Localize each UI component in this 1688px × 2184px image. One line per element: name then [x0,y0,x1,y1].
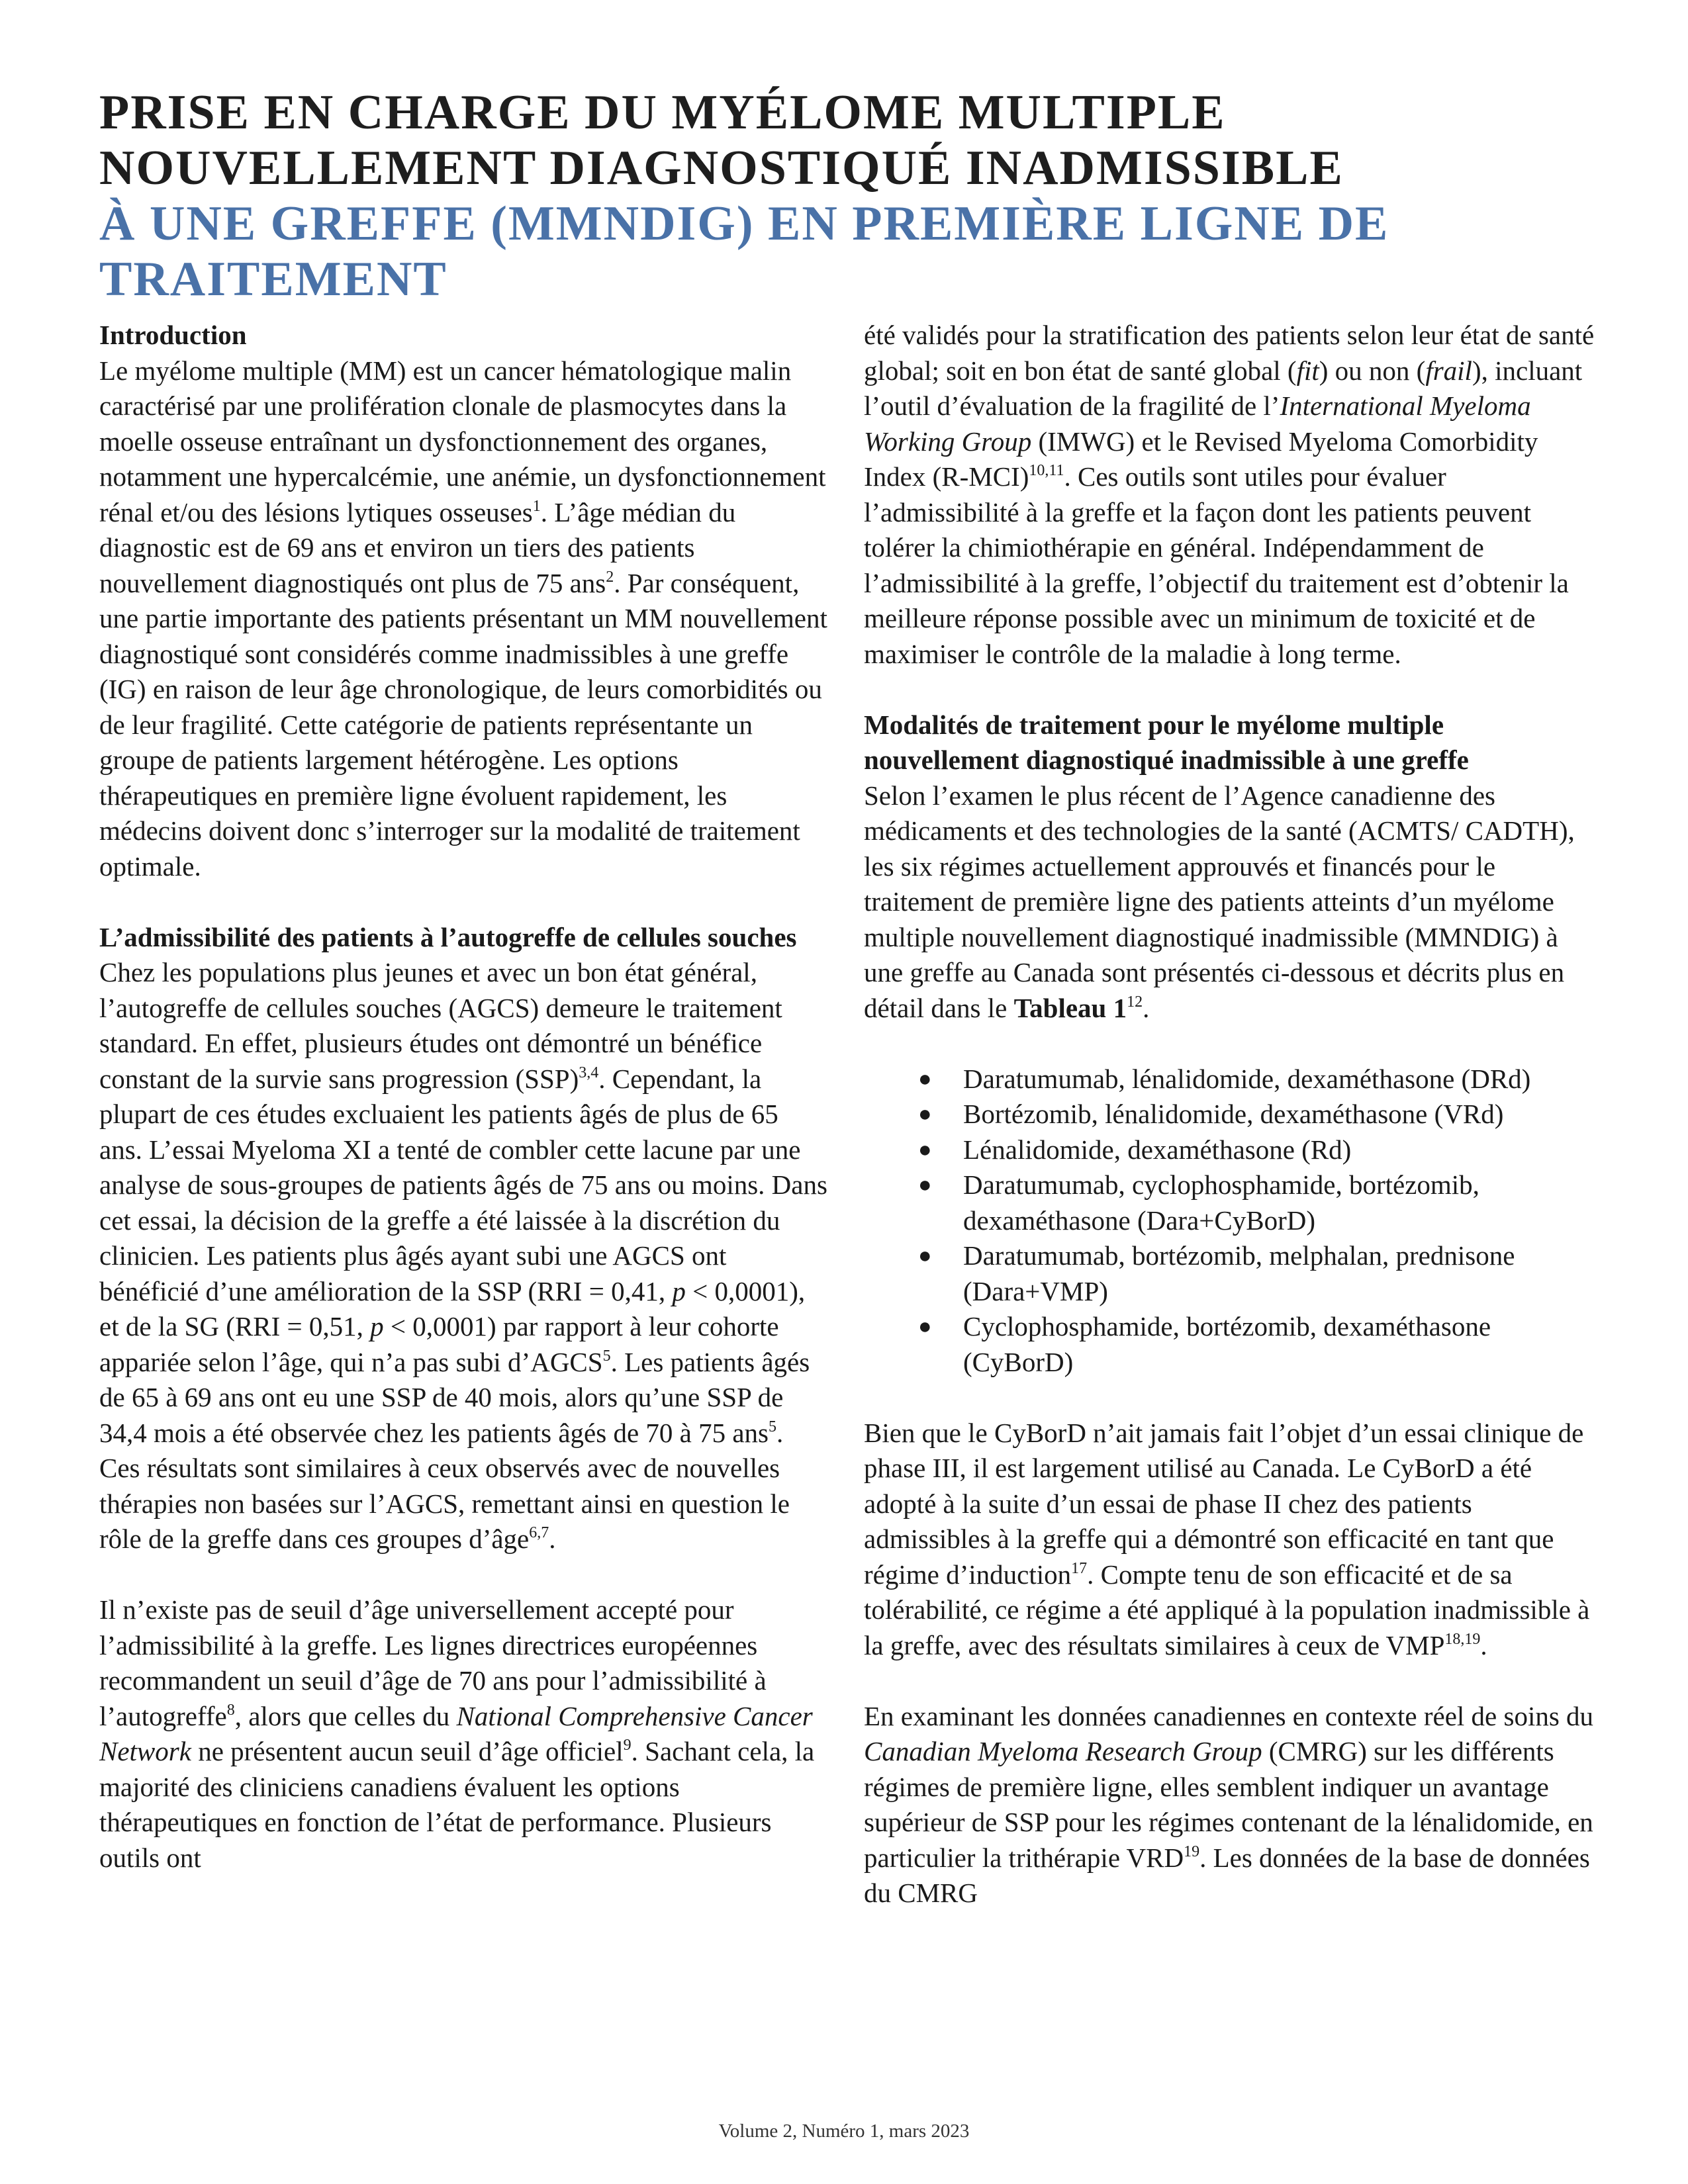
modalities-paragraph: Selon l’examen le plus récent de l’Agence canadienne des médicaments et des technologies de la santé (ACMTS/ CADTH), les six régimes actuellement approuvés et financés pour le traitement de première ligne des patients atteints d’un myélome multiple nouvellement diagnostiqué inadmissible (MMNDIG) à une greffe au Canada sont présentés ci-dessous et décrits plus en détail dans le Tableau $1^{12}$. [864,780,1575,1023]
page-title [99,85,1595,307]
introduction-heading: Introduction [99,320,247,350]
cybord-paragraph: Bien que le CyBorD n’ait jamais fait l’objet d’un essai clinique de phase III, il est largement utilisé au Canada. Le CyBorD a été adopté à la suite d’un essai de phase II chez des patients admissibles à la greffe qui a démontré son efficacité en tant que régime d’induction$^{17}$. Compte tenu de son efficacité et de sa tolérabilité, ce régime a été appliqué à la population inadmissible à la greffe, avec des résultats similaires à ceux de VMP$^{18,19}$. [864,1417,1590,1661]
cmrg-paragraph: En examinant les données canadiennes en contexte réel de soins du Canadian Myeloma Research Group (CMRG) sur les différents régimes de première ligne, elles semblent indiquer un avantage supérieur de SSP pour les régimes contenant de la lénalidomide, en particulier la trithérapie VRD$^{19}$. Les données de la base de données du CMRG [864,1700,1594,1908]
list-item: ● Cyclophosphamide, bortézomib, dexaméthasone (CyBorD) [864,1309,1599,1380]
table-1-reference: Tableau 1 [1013,992,1127,1023]
regimen-list [864,1062,1599,1381]
eligibility-paragraph: Chez les populations plus jeunes et avec un bon état général, l’autogreffe de cellules souches (AGCS) demeure le traitement standard. En effet, plusieurs études ont démontré un bénéfice constant de la survie sans progression (SSP)$^{3,4}$. Cependant, la plupart de ces études excluaient les patients âgés de plus de 65 ans. L’essai Myeloma XI a tenté de combler cette lacune par une analyse de sous-groupes de patients âgés de 75 ans ou moins. Dans cet essai, la décision de la greffe a été laissée à la discrétion du clinicien. Les patients plus âgés ayant subi une AGCS ont bénéficié d’une amélioration de la SSP (RRI = 0,41, p < 0,0001), et de la SG (RRI = 0,51, p < 0,0001) par rapport à leur cohorte appariée selon l’âge, qui n’a pas subi d’AGCS$^5$. Les patients âgés de 65 à 69 ans ont eu une SSP de 40 mois, alors qu’une SSP de 34,4 mois a été observée chez les patients âgés de 70 à 75 ans$^5$. Ces résultats sont similaires à ceux observés avec de nouvelles thérapies non basées sur l’AGCS, remettant ainsi en question le rôle de la greffe dans ces groupes d’âge$^{6,7}$. [99,957,827,1554]
list-item: ● Daratumumab, lénalidomide, dexaméthasone (DRd) [864,1062,1599,1097]
age-threshold-paragraph: Il n’existe pas de seuil d’âge universellement accepté pour l’admissibilité à la greffe. Les lignes directrices européennes recommandent un seuil d’âge de 70 ans pour l’admissibilité à l’autogreffe$^8$, alors que celles du National Comprehensive Cancer Network ne présentent aucun seuil d’âge officiel$^9$. Sachant cela, la majorité des cliniciens canadiens évaluent les options thérapeutiques en fonction de l’état de performance. Plusieurs outils ont [99,1594,815,1873]
modalities-heading: Modalités de traitement pour le myélome multiple nouvellement diagnostiqué inadmissible à une greffe [864,709,1469,775]
right-column [864,318,1599,1911]
eligibility-heading: L’admissibilité des patients à l’autogreffe de cellules souches [99,921,797,952]
page-footer: Volume 2, Numéro 1, mars 2023 [718,2120,970,2142]
title-line-2: NOUVELLEMENT DIAGNOSTIQUÉ INADMISSIBLE [99,141,1344,195]
title-line-4: TRAITEMENT [99,252,447,306]
list-item: ● Lénalidomide, dexaméthasone (Rd) [864,1132,1599,1168]
title-line-1: PRISE EN CHARGE DU MYÉLOME MULTIPLE [99,85,1226,140]
left-column [99,318,827,1876]
tools-paragraph: été validés pour la stratification des patients selon leur état de santé global; soit en bon état de santé global (fit) ou non (frail), incluant l’outil d’évaluation de la fragilité de l’International Myeloma Working Group (IMWG) et le Revised Myeloma Comorbidity Index $(R-MCI)^{10,11}$. Ces outils sont utiles pour évaluer l’admissibilité à la greffe et la façon dont les patients peuvent tolérer la chimiothérapie en général. Indépendamment de l’admissibilité à la greffe, l’objectif du traitement est d’obtenir la meilleure réponse possible avec un minimum de toxicité et de maximiser le contrôle de la maladie à long terme. [864,320,1595,669]
list-item: ● Daratumumab, cyclophosphamide, bortézomib, dexaméthasone (Dara+CyBorD) [864,1167,1599,1238]
introduction-paragraph: Le myélome multiple (MM) est un cancer hématologique malin caractérisé par une prolifération clonale de plasmocytes dans la moelle osseuse entraînant un dysfonctionnement des organes, notamment une hypercalcémie, une anémie, un dysfonctionnement rénal et/ou des lésions lytiques osseuses$^1$. L’âge médian du diagnostic est de 69 ans et environ un tiers des patients nouvellement diagnostiqués ont plus de 75 ans$^2$. Par conséquent, une partie importante des patients présentant un MM nouvellement diagnostiqué sont considérés comme inadmissibles à une greffe (IG) en raison de leur âge chronologique, de leurs comorbidités ou de leur fragilité. Cette catégorie de patients représentante un groupe de patients largement hétérogène. Les options thérapeutiques en première ligne évoluent rapidement, les médecins doivent donc s’interroger sur la modalité de traitement optimale. [99,355,827,882]
title-line-3: À UNE GREFFE (MMNDIG) EN PREMIÈRE LIGNE DE [99,197,1389,251]
list-item: ● Bortézomib, lénalidomide, dexaméthasone (VRd) [864,1097,1599,1132]
list-item: ● Daratumumab, bortézomib, melphalan, prednisone (Dara+VMP) [864,1238,1599,1309]
